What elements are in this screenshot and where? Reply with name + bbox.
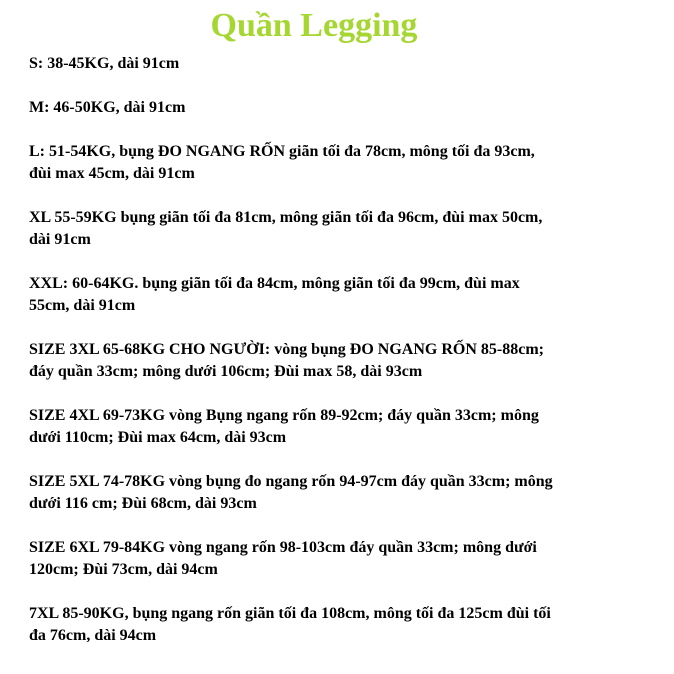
size-line: đáy quần 33cm; mông dưới 106cm; Đùi max 58, dài 93cm bbox=[29, 363, 423, 380]
size-entry-xl bbox=[29, 207, 669, 251]
size-entry-7xl bbox=[29, 603, 669, 647]
size-line: S: 38-45KG, dài 91cm bbox=[29, 55, 180, 72]
size-line: đùi max 45cm, dài 91cm bbox=[29, 165, 195, 182]
size-entry-5xl bbox=[29, 471, 669, 515]
size-line: SIZE 6XL 79-84KG vòng ngang rốn 98-103cm đáy quần 33cm; mông dưới bbox=[29, 539, 537, 556]
size-entry-l bbox=[29, 141, 669, 185]
size-line: dài 91cm bbox=[29, 231, 91, 248]
size-entry-3xl bbox=[29, 339, 669, 383]
size-line: dưới 110cm; Đùi max 64cm, dài 93cm bbox=[29, 429, 287, 446]
size-entry-6xl bbox=[29, 537, 669, 581]
size-line: SIZE 4XL 69-73KG vòng Bụng ngang rốn 89-92cm; đáy quần 33cm; mông bbox=[29, 407, 539, 424]
size-line: M: 46-50KG, dài 91cm bbox=[29, 99, 186, 116]
size-line: 120cm; Đùi 73cm, dài 94cm bbox=[29, 561, 218, 578]
size-entry-xxl bbox=[29, 273, 669, 317]
page-title: Quần Legging bbox=[210, 7, 418, 44]
size-line: 7XL 85-90KG, bụng ngang rốn giãn tối đa 108cm, mông tối đa 125cm đùi tối bbox=[29, 605, 551, 622]
size-line: XL 55-59KG bụng giãn tối đa 81cm, mông giãn tối đa 96cm, đùi max 50cm, bbox=[29, 209, 543, 226]
size-line: L: 51-54KG, bụng ĐO NGANG RỐN giãn tối đa 78cm, mông tối đa 93cm, bbox=[29, 143, 535, 160]
size-list bbox=[29, 53, 669, 669]
size-line: 55cm, dài 91cm bbox=[29, 297, 136, 314]
size-entry-s bbox=[29, 53, 669, 75]
size-line: SIZE 3XL 65-68KG CHO NGƯỜI: vòng bụng ĐO NGANG RỐN 85-88cm; bbox=[29, 341, 544, 358]
size-entry-m bbox=[29, 97, 669, 119]
size-line: đa 76cm, dài 94cm bbox=[29, 627, 157, 644]
size-entry-4xl bbox=[29, 405, 669, 449]
size-line: dưới 116 cm; Đùi 68cm, dài 93cm bbox=[29, 495, 257, 512]
size-line: SIZE 5XL 74-78KG vòng bụng đo ngang rốn 94-97cm đáy quần 33cm; mông bbox=[29, 473, 553, 490]
size-line: XXL: 60-64KG. bụng giãn tối đa 84cm, mông giãn tối đa 99cm, đùi max bbox=[29, 275, 520, 292]
